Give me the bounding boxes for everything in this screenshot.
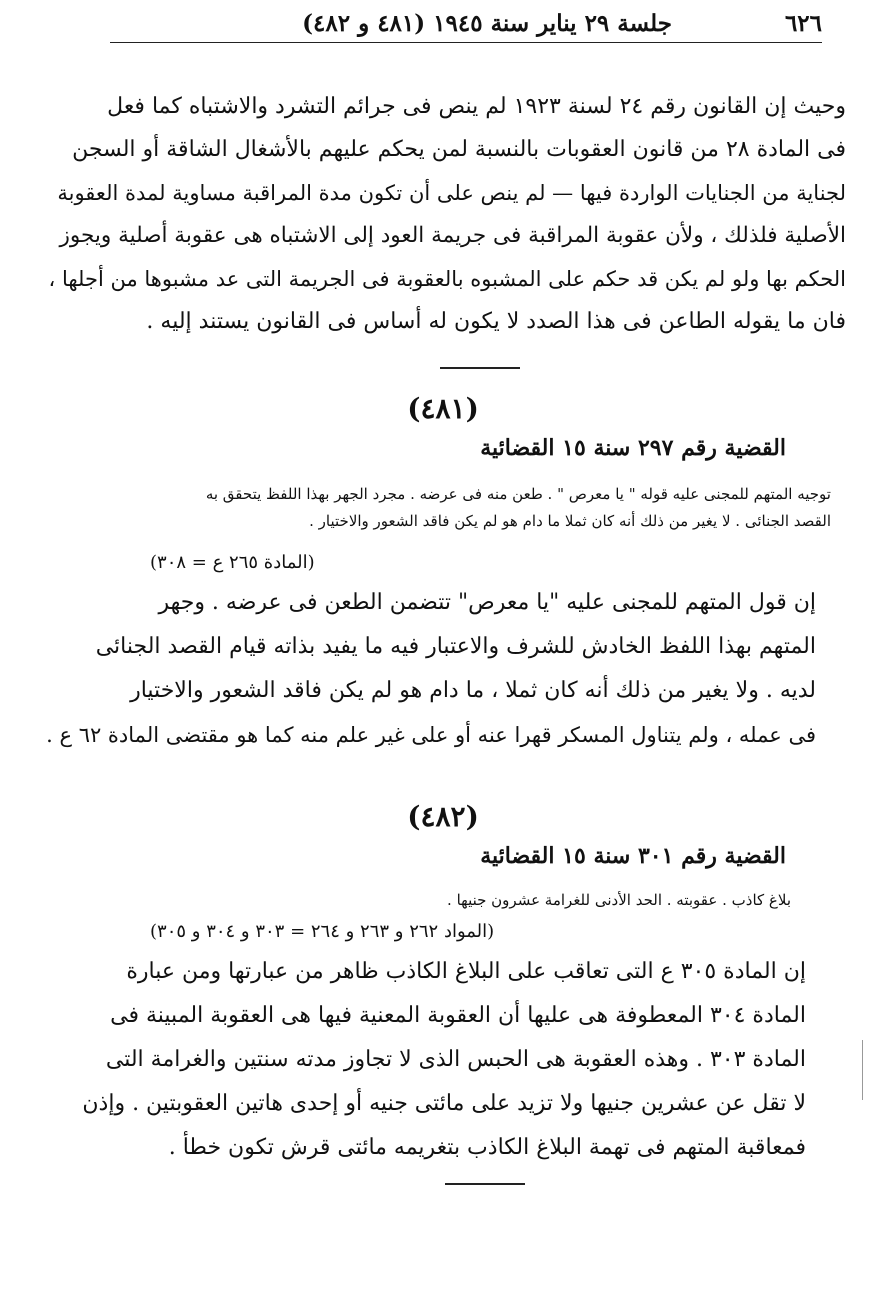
page-number: ٦٢٦ <box>784 10 822 37</box>
paragraph-line: لجناية من الجنايات الواردة فيها — لم ينص على أن تكون مدة المراقبة مساوية لمدة العقوبة <box>57 181 846 205</box>
paragraph-line: فى عمله ، ولم يتناول المسكر قهرا عنه أو على غير علم منه كما هو مقتضى المادة ٦٢ ع . <box>46 723 816 747</box>
case-title: القضية رقم ٣٠١ سنة ١٥ القضائية <box>480 843 786 869</box>
summary-line: القصد الجنائى . لا يغير من ذلك أنه كان ثملا ما دام هو لم يكن فاقد الشعور والاختيار . <box>309 512 831 530</box>
case-body <box>46 588 816 768</box>
paragraph-line: المتهم بهذا اللفظ الخادش للشرف والاعتبار فيه ما يفيد بذاته قيام القصد الجنائى <box>95 634 816 659</box>
section-divider <box>440 367 520 369</box>
paragraph-line: فان ما يقوله الطاعن فى هذا الصدد لا يكون له أساس فى القانون يستند إليه . <box>146 309 846 334</box>
running-title: جلسة ٢٩ يناير سنة ١٩٤٥ (٤٨١ و ٤٨٢) <box>302 10 672 37</box>
paragraph-line: لا تقل عن عشرين جنيها ولا تزيد على مائتى جنيه أو إحدى هاتين العقوبتين . وإذن <box>82 1091 806 1116</box>
intro-paragraph <box>46 92 846 362</box>
page-header <box>110 8 822 43</box>
paragraph-line: المادة ٣٠٤ المعطوفة هى عليها أن العقوبة المعنية فيها هى العقوبة المبينة فى <box>110 1003 806 1028</box>
paragraph-line: الأصلية فلذلك ، ولأن عقوبة المراقبة فى جريمة العود إلى الاشتباه هى عقوبة أصلية ويجوز <box>59 223 846 248</box>
paragraph-line: المادة ٣٠٣ . وهذه العقوبة هى الحبس الذى لا تجاوز مدته سنتين والغرامة التى <box>105 1047 806 1072</box>
paragraph-line: الحكم بها ولو لم يكن قد حكم على المشبوه بالعقوبة فى الجريمة التى عد مشبوها من أجلها ، <box>48 267 846 291</box>
paragraph-line: لديه . ولا يغير من ذلك أنه كان ثملا ، ما دام هو لم يكن فاقد الشعور والاختيار <box>130 678 816 703</box>
case-articles: (المادة ٢٦٥ ع = ٣٠٨) <box>150 552 315 573</box>
case-articles: (المواد ٢٦٢ و ٢٦٣ و ٢٦٤ = ٣٠٣ و ٣٠٤ و ٣٠٥) <box>150 921 495 942</box>
section-divider <box>445 1183 525 1185</box>
paragraph-line: إن المادة ٣٠٥ ع التى تعاقب على البلاغ الكاذب ظاهر من عبارتها ومن عبارة <box>126 959 806 984</box>
summary-line: بلاغ كاذب . عقوبته . الحد الأدنى للغرامة عشرون جنيها . <box>447 891 791 909</box>
paragraph-line: فى المادة ٢٨ من قانون العقوبات بالنسبة لمن يحكم عليهم بالأشغال الشاقة أو السجن <box>72 137 846 162</box>
paragraph-line: إن قول المتهم للمجنى عليه "يا معرص" تتضمن الطعن فى عرضه . وجهر <box>158 590 816 615</box>
paragraph-line: وحيث إن القانون رقم ٢٤ لسنة ١٩٢٣ لم ينص فى جرائم التشرد والاشتباه كما فعل <box>107 94 846 119</box>
summary-line: توجيه المتهم للمجنى عليه قوله " يا معرص " . طعن منه فى عرضه . مجرد الجهر بهذا اللفظ يتحقق به <box>205 485 831 503</box>
case-number: (٤٨٢) <box>407 800 479 833</box>
paragraph-line: فمعاقبة المتهم فى تهمة البلاغ الكاذب بتغريمه مائتى قرش تكون خطأ . <box>168 1135 806 1160</box>
case-title: القضية رقم ٢٩٧ سنة ١٥ القضائية <box>480 435 786 461</box>
case-summary <box>51 483 831 533</box>
case-number: (٤٨١) <box>407 392 479 425</box>
margin-mark <box>862 1040 863 1100</box>
case-summary <box>51 889 791 913</box>
case-body <box>46 957 806 1182</box>
